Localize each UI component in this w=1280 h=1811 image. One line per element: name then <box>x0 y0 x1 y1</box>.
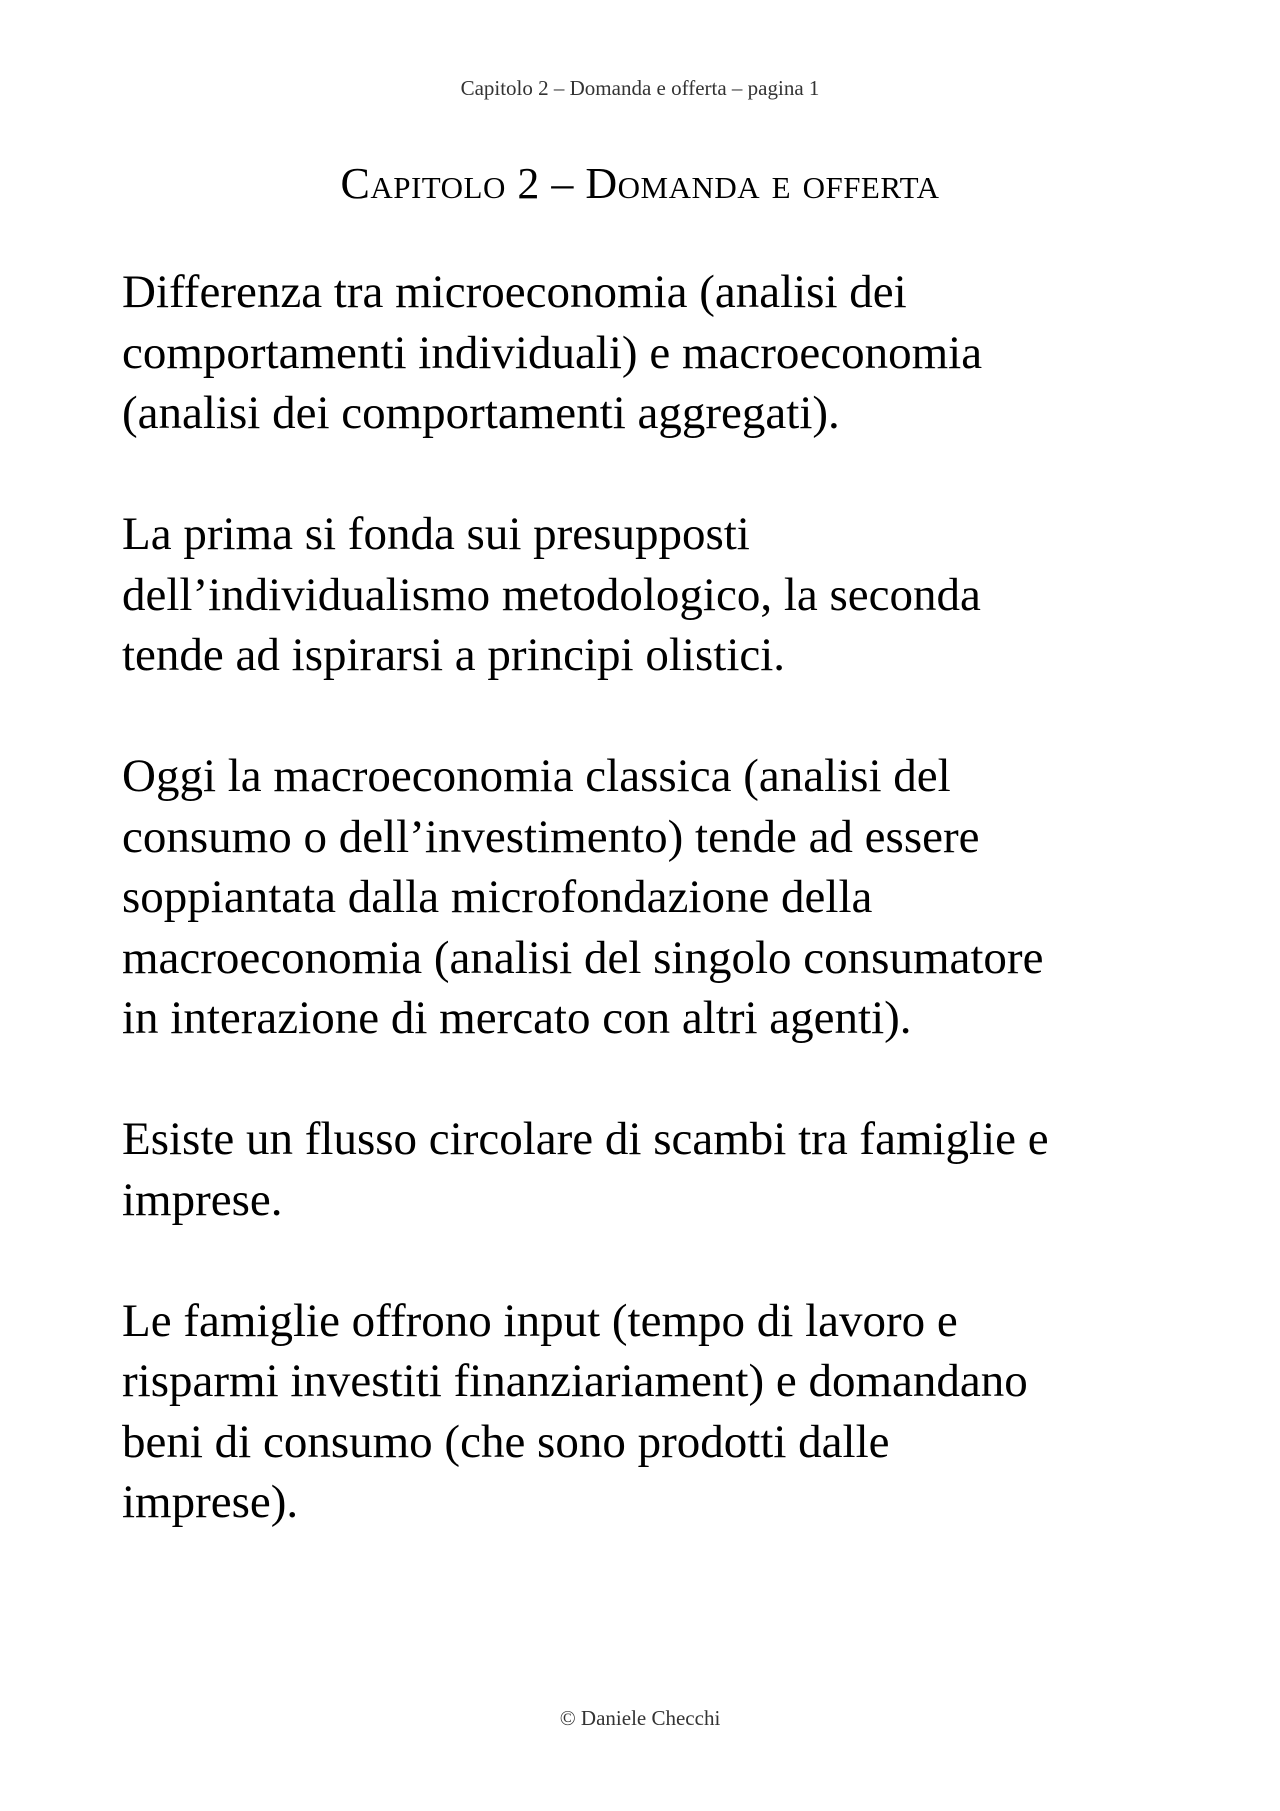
text-line: Differenza tra microeconomia (analisi dei <box>122 266 907 318</box>
paragraph <box>122 746 1222 1049</box>
text-line: (analisi dei comportamenti aggregati). <box>122 387 840 439</box>
text-line: beni di consumo (che sono prodotti dalle <box>122 1415 890 1468</box>
text-line: Le famiglie offrono input (tempo di lavoro e <box>122 1294 958 1347</box>
running-header: Capitolo 2 – Domanda e offerta – pagina 1 <box>460 76 820 100</box>
text-line: La prima si fonda sui presupposti <box>122 508 750 560</box>
text-line: risparmi investiti finanziariament) e domandano <box>122 1355 1028 1407</box>
paragraph <box>122 504 1222 686</box>
copyright-footer: © Daniele Checchi <box>559 1706 721 1730</box>
text-line: soppiantata dalla microfondazione della <box>122 871 873 923</box>
text-line: tende ad ispirarsi a principi olistici. <box>122 629 786 681</box>
text-line: in interazione di mercato con altri agenti). <box>122 992 912 1044</box>
text-line: Oggi la macroeconomia classica (analisi del <box>122 750 951 802</box>
paragraph <box>122 1291 1222 1533</box>
text-line: dell’individualismo metodologico, la seconda <box>122 568 981 621</box>
paragraph <box>122 1109 1222 1230</box>
text-line: imprese). <box>122 1476 299 1528</box>
text-line: macroeconomia (analisi del singolo consumatore <box>122 931 1044 984</box>
text-line: imprese. <box>122 1173 283 1226</box>
text-line: Esiste un flusso circolare di scambi tra famiglie e <box>122 1113 1049 1165</box>
text-line: consumo o dell’investimento) tende ad essere <box>122 810 980 863</box>
paragraph <box>122 262 1222 444</box>
text-line: comportamenti individuali) e macroeconomia <box>122 326 983 379</box>
body-text <box>122 262 1222 1593</box>
chapter-title: Capitolo 2 – Domanda e offerta <box>340 159 940 208</box>
